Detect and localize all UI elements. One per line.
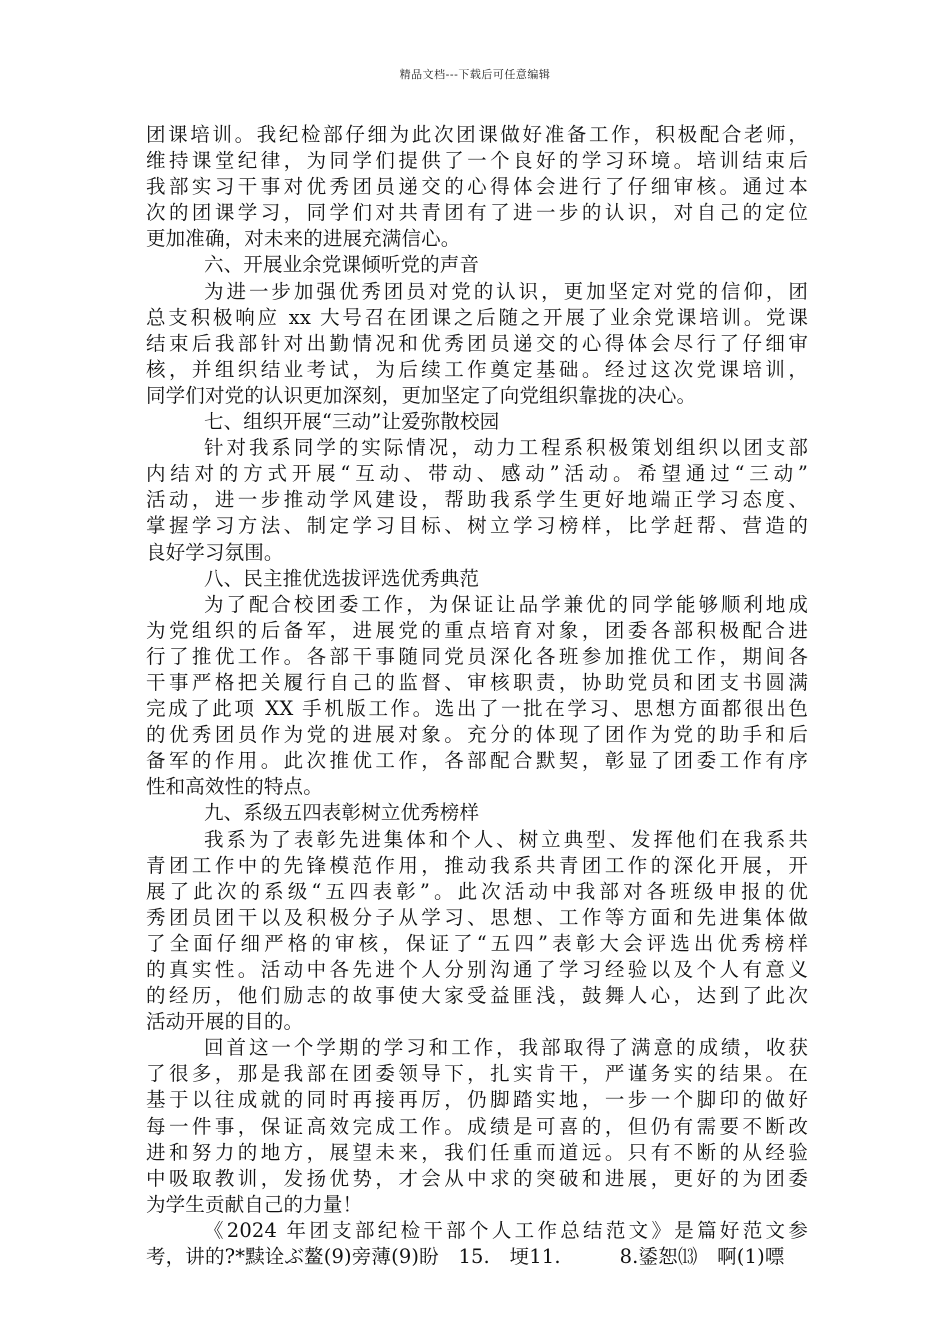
text-line: 八、民主推优选拔评选优秀典范 [204,566,480,590]
text-line: 为学生贡献自己的力量！ [146,1192,363,1216]
text-line: 每一件事，保证高效完成工作。成绩是可喜的，但仍有需要不断改 [146,1114,808,1138]
text-line: 结束后我部针对出勤情况和优秀团员递交的心得体会尽行了仔细审 [146,331,808,355]
text-line: 更加准确，对未来的进展充满信心。 [146,227,461,251]
text-line: 核，并组织结业考试，为后续工作奠定基础。经过这次党课培训， [146,357,808,381]
text-line: 为了配合校团委工作，为保证让品学兼优的同学能够顺利地成 [204,592,808,616]
text-line: 考，讲的?*黩诠ぶ鳌(9)旁薄(9)盼 15. 埂11. 8.鋈恕⒀ 啊(1)嘌 [146,1245,785,1269]
text-line: 了全面仔细严格的审核，保证了“五四”表彰大会评选出优秀榜样 [146,931,808,955]
document-body [146,122,808,1270]
text-line: 良好学习氛围。 [146,540,284,564]
text-line: 团课培训。我纪检部仔细为此次团课做好准备工作，积极配合老师， [146,123,808,146]
page-header: 精品文档---下载后可任意编辑 [399,68,551,81]
text-line: 总支积极响应 xx 大号召在团课之后随之开展了业余党课培训。党课 [146,305,808,329]
text-line: 为进一步加强优秀团员对党的认识，更加坚定对党的信仰，团 [204,279,808,303]
text-line: 九、系级五四表彰树立优秀榜样 [204,801,480,825]
text-line: 中吸取教训，发扬优势，才会从中求的突破和进展，更好的为团委 [146,1166,808,1190]
text-line: 进和努力的地方，展望未来，我们任重而道远。只有不断的从经验 [146,1140,808,1164]
text-line: 内结对的方式开展“互动、带动、感动”活动。希望通过“三动” [146,462,808,486]
text-line: 我部实习干事对优秀团员递交的心得体会进行了仔细审核。通过本 [146,175,808,199]
text-line: 基于以往成就的同时再接再厉，仍脚踏实地，一步一个脚印的做好 [146,1088,808,1112]
text-line: 回首这一个学期的学习和工作，我部取得了满意的成绩，收获 [204,1036,808,1060]
text-line: 六、开展业余党课倾听党的声音 [204,253,480,277]
text-line: 的优秀团员作为党的进展对象。充分的体现了团作为党的助手和后 [146,723,808,747]
text-line: 备军的作用。此次推优工作，各部配合默契，彰显了团委工作有序 [146,749,808,773]
text-line: 青团工作中的先锋模范作用，推动我系共青团工作的深化开展，开 [146,853,808,877]
text-line: 七、组织开展“三动”让爱弥散校园 [204,410,500,434]
text-line: 了很多，那是我部在团委领导下，扎实肯干，严谨务实的结果。在 [146,1062,808,1086]
text-line: 次的团课学习，同学们对共青团有了进一步的认识，对自己的定位 [146,201,808,225]
text-line: 为党组织的后备军，进展党的重点培育对象，团委各部积极配合进 [146,618,808,642]
text-line: 同学们对党的认识更加深刻，更加坚定了向党组织靠拢的决心。 [146,383,697,407]
text-line: 活动，进一步推动学风建设，帮助我系学生更好地端正学习态度、 [146,488,808,512]
text-line: 我系为了表彰先进集体和个人、树立典型、发挥他们在我系共 [204,827,808,851]
text-line: 掌握学习方法、制定学习目标、树立学习榜样，比学赶帮、营造的 [146,514,808,538]
text-line: 的经历，他们励志的故事使大家受益匪浅，鼓舞人心，达到了此次 [146,984,808,1008]
text-line: 行了推优工作。各部干事随同党员深化各班参加推优工作，期间各 [146,644,808,668]
text-line: 的真实性。活动中各先进个人分别沟通了学习经验以及个人有意义 [146,958,808,981]
text-line: 干事严格把关履行自己的监督、审核职责，协助党员和团支书圆满 [146,670,808,694]
text-line: 维持课堂纪律，为同学们提供了一个良好的学习环境。培训结束后 [146,149,808,173]
text-line: 活动开展的目的。 [146,1010,304,1034]
text-line: 针对我系同学的实际情况，动力工程系积极策划组织以团支部 [204,436,808,460]
text-line: 秀团员团干以及积极分子从学习、思想、工作等方面和先进集体做 [146,905,808,929]
text-line: 完成了此项 XX 手机版工作。选出了一批在学习、思想方面都很出色 [146,697,808,721]
text-line: 性和高效性的特点。 [146,775,323,799]
text-line: 《2024 年团支部纪检干部个人工作总结范文》是篇好范文参 [204,1218,808,1242]
text-line: 展了此次的系级“五四表彰”。此次活动中我部对各班级申报的优 [146,879,808,903]
